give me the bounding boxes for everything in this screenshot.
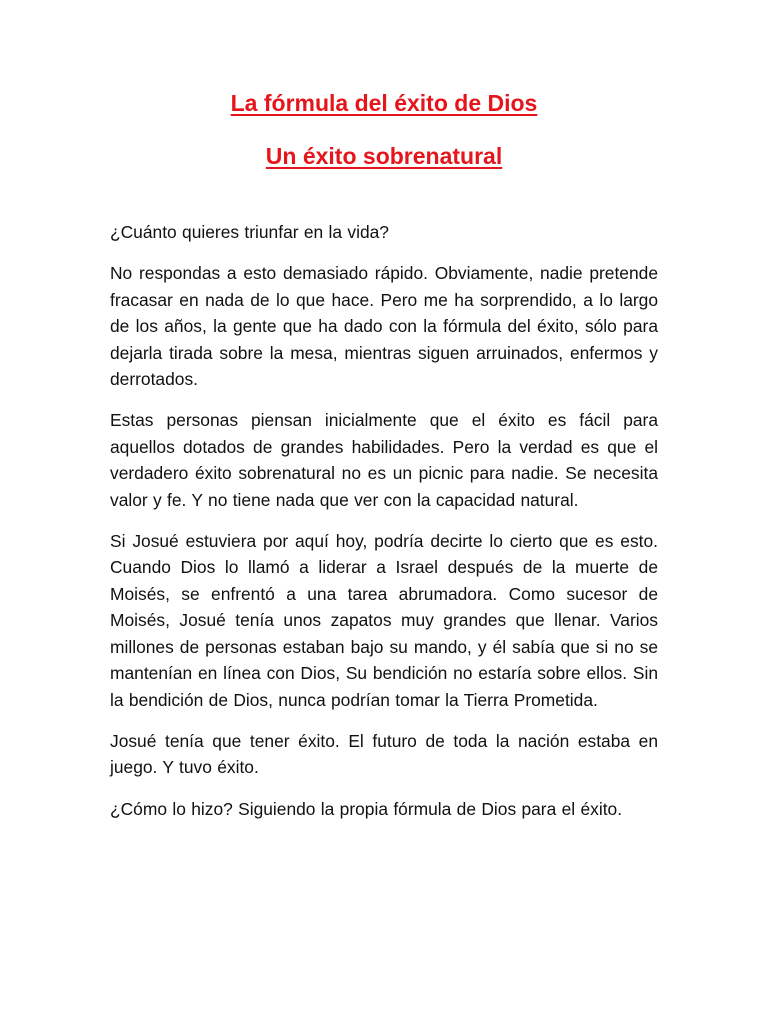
paragraph-question: ¿Cuánto quieres triunfar en la vida? — [110, 222, 389, 242]
document-body — [110, 219, 658, 822]
paragraph-answer-warning: No respondas a esto demasiado rápido. Obviamente, nadie pretende fracasar en nada de lo que hace. Pero me ha sorprendido, a lo largo de los años, la gente que ha dado con la fórmula del éxito, sólo para dejarla tirada sobre la mesa, mientras siguen arruinados, enfermos y derrotados. — [110, 263, 658, 390]
paragraph-joshua-story: Si Josué estuviera por aquí hoy, podría decirte lo cierto que es esto. Cuando Dios lo llamó a liderar a Israel después de la muerte de Moisés, se enfrentó a una tarea abrumadora. Como sucesor de Moisés, Josué tenía unos zapatos muy grandes que llenar. Varios millones de personas estaban bajo su mando, y él sabía que si no se mantenían en línea con Dios, Su bendición no estaría sobre ellos. Sin la bendición de Dios, nunca podrían tomar la Tierra Prometida. — [110, 531, 658, 710]
document-title: La fórmula del éxito de Dios — [230, 90, 538, 116]
paragraph-conclusion: ¿Cómo lo hizo? Siguiendo la propia fórmula de Dios para el éxito. — [110, 798, 623, 819]
paragraph-success-myth: Estas personas piensan inicialmente que el éxito es fácil para aquellos dotados de grandes habilidades. Pero la verdad es que el verdadero éxito sobrenatural no es un picnic para nadie. Se necesita valor y fe. Y no tiene nada que ver con la capacidad natural. — [110, 410, 658, 510]
document-subtitle: Un éxito sobrenatural — [265, 143, 503, 169]
paragraph-joshua-success: Josué tenía que tener éxito. El futuro de toda la nación estaba en juego. Y tuvo éxito. — [110, 730, 658, 778]
